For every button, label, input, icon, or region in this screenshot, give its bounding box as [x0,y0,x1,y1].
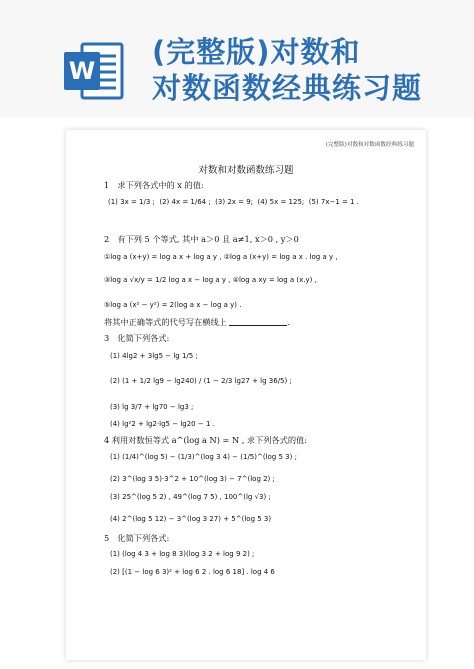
document-page [66,130,426,660]
question-1-stem: 1 求下列各式中的 x 的值: [104,180,204,190]
page-header: (完整版)对数和对数函数经典练习题 [325,142,414,148]
question-2-eq-2: ③log a √x/y = 1/2 log a x − log a y , ④log a xy = log a (x.y) , [104,276,317,284]
q3-item-2: (2) (1 + 1/2 lg9 − lg240) / (1 − 2/3 lg27 + lg 36/5) ; [110,377,292,385]
question-2-answer-line: 将其中正确等式的代号写在横线上 . [104,317,291,327]
question-2-blank-prompt: 将其中正确等式的代号写在横线上 [104,317,227,327]
q3-item-4: (4) lg²2 + lg2·lg5 − lg20 − 1 . [110,420,215,428]
question-2-eq-3: ⑤log a (x² − y²) = 2(log a x − log a y) . [104,301,242,309]
q5-item-1: (1) (log 4 3 + log 8 3)(log 3 2 + log 9 2) ; [110,550,255,558]
q5-item-2: (2) [(1 − log 6 3)² + log 6 2 . log 6 18] . log 4 6 [110,568,275,576]
document-banner [0,0,474,118]
q4-item-2: (2) 3^(log 3 5)·3^2 + 10^(log 3) − 7^(log 2) ; [110,475,275,483]
question-5-stem: 5 化简下列各式: [104,533,170,543]
word-document-icon [62,40,124,102]
q4-item-4: (4) 2^(log 5 12) − 3^(log 3 27) + 5^(log 5 3) [110,515,272,523]
document-title: 对数和对数函数练习题 [198,165,294,176]
q1-item-3: (3) 2x = 9; [215,198,254,206]
svg-text:W: W [68,57,96,85]
question-4-stem: 4 利用对数恒等式 a^(log a N) = N , 求下列各式的值: [104,435,308,445]
question-3-stem: 3 化简下列各式: [104,333,170,343]
q1-item-1: (1) 3x = 1/3 ; [108,198,155,206]
q4-item-1: (1) (1/4)^(log 5) − (1/3)^(log 3 4) − (1/5)^(log 5 3) ; [110,453,297,461]
q3-item-1: (1) 4lg2 + 3lg5 − lg 1/5 ; [110,352,198,360]
q4-item-3: (3) 25^(log 5 2) , 49^(log 7 5) , 100^(lg √3) ; [110,493,271,501]
question-1-items [108,198,359,206]
question-2-eq-1: ①log a (x+y) = log a x + log a y , ②log a (x+y) = log a x . log a y , [104,253,338,261]
q1-item-2: (2) 4x = 1/64 ; [159,198,211,206]
banner-title-line-2: 对数函数经典练习题 [152,71,423,105]
answer-blank [229,317,287,326]
q1-item-4: (4) 5x = 125; [257,198,305,206]
q3-item-3: (3) lg 3/7 + lg70 − lg3 ; [110,403,194,411]
banner-title-line-1: (完整版)对数和 [152,35,361,69]
question-2-stem: 2 有下列 5 个等式, 其中 a＞0 且 a≠1, x＞0 , y＞0 [104,234,299,244]
q1-item-5: (5) 7x−1 = 1 . [308,198,360,206]
